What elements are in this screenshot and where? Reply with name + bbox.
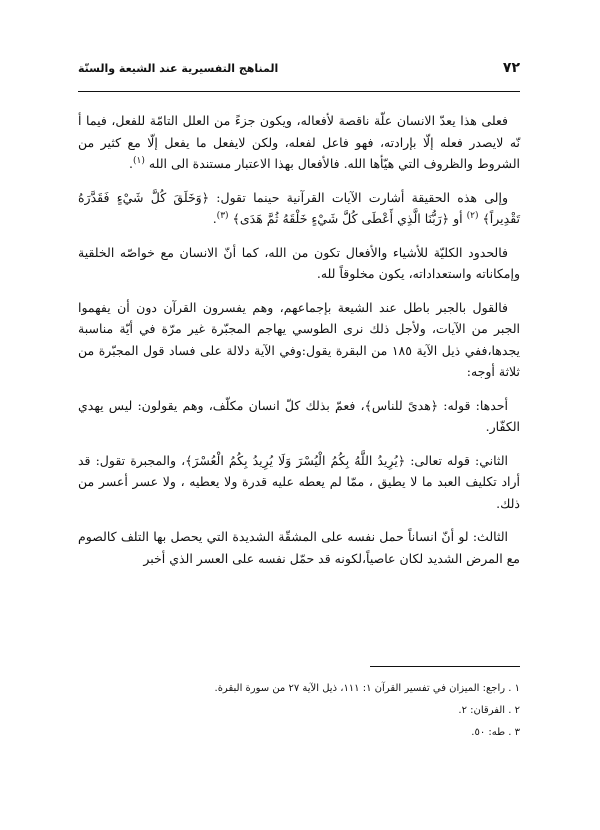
paragraph-text: وإلى هذه الحقيقة أشارت الآيات القرآنية حينما تقول: ﴿وَخَلَقَ كُلَّ شَيْءٍ فَقَدَّرَهُ تَقْدِيراً﴾ (78, 189, 520, 226)
paragraph (78, 110, 520, 175)
paragraph-text: فعلى هذا يعدّ الانسان علّة ناقصة لأفعاله، ويكون جزءً من العلل التامّة للفعل، فيما أ نّه لايصدر فعله إلّا بإرادته، فهو فاعل لفعله، ولكن لايفعل ما يفعل إلّا مع كثير من الشروط والظروف التي هيّأها الله. فالأفعال بهذا الاعتبار مستندة الى الله (78, 113, 520, 171)
footnote: ٣ . طه: ٥٠. (471, 727, 520, 738)
paragraph-text: أو ﴿رَبُّنَا الَّذِي أَعْطَى كُلَّ شَيْءٍ خَلْقَهُ ثُمَّ هَدَى﴾ (232, 211, 467, 226)
paragraph: فالقول بالجبر باطل عند الشيعة بإجماعهم، وهم يفسرون القرآن دون أن يفهموا الجبر من الآيات، ولأجل ذلك نرى الطوسي يهاجم المجبّرة غير مرّة في أيّة مناسبة يجدها،ففي ذيل الآية ١٨٥ من البقرة يقول:وفي الآية دلالة على فساد قول المجبّرة من ثلاثة أوجه: (78, 299, 520, 379)
paragraph (78, 187, 520, 230)
page-header (78, 60, 520, 80)
paragraph-end: . (212, 211, 217, 226)
footnote: ٢ . الفرقان: ٢. (458, 705, 520, 716)
paragraph: الثالث: لو أنّ انساناً حمل نفسه على المشقّة الشديدة التي يحصل بها التلف كالصوم مع المرض الشديد لكان عاصياً،لكونه قد حمّل نفسه على العسر الذي أخبر (78, 529, 520, 566)
paragraph: الثاني: قوله تعالى: ﴿يُرِيدُ اللَّهُ بِكُمُ الْيُسْرَ وَلَا يُرِيدُ بِكُمُ الْعُسْرَ﴾، والمجبرة تقول: قد أراد تكليف العبد ما لا يطيق ، ممّا لم يعطه عليه قدرة ولا يعطيه ، ولا عسر أعسر من ذلك. (78, 452, 520, 511)
paragraph: فالحدود الكليّة للأشياء والأفعال تكون من الله، كما أنّ الانسان مع خواصّه الخلقية وإمكاناته واستعداداته، يكون مخلوقاً لله. (78, 244, 520, 281)
page-number: ٧٢ (502, 60, 520, 76)
header-rule (78, 91, 520, 92)
paragraph-end: . (129, 156, 134, 171)
running-title: المناهج التفسيرية عند الشيعة والسنّة (78, 62, 279, 75)
footnote: ١ . راجع: الميزان في تفسير القرآن ١: ١١١، ذيل الآية ٢٧ من سورة البقرة. (214, 683, 520, 694)
footnote-rule (370, 666, 520, 667)
footnote-ref[interactable]: (٢) (466, 210, 479, 221)
body-text (78, 110, 520, 581)
footnote-ref[interactable]: (٣) (216, 210, 229, 221)
footnote-ref[interactable]: (١) (133, 155, 145, 166)
footnotes (78, 678, 520, 744)
paragraph: أحدها: قوله: ﴿هدىً للناس﴾، فعمّ بذلك كلّ انسان مكلّف، وهم يقولون: ليس يهدي الكفّار. (78, 397, 520, 434)
